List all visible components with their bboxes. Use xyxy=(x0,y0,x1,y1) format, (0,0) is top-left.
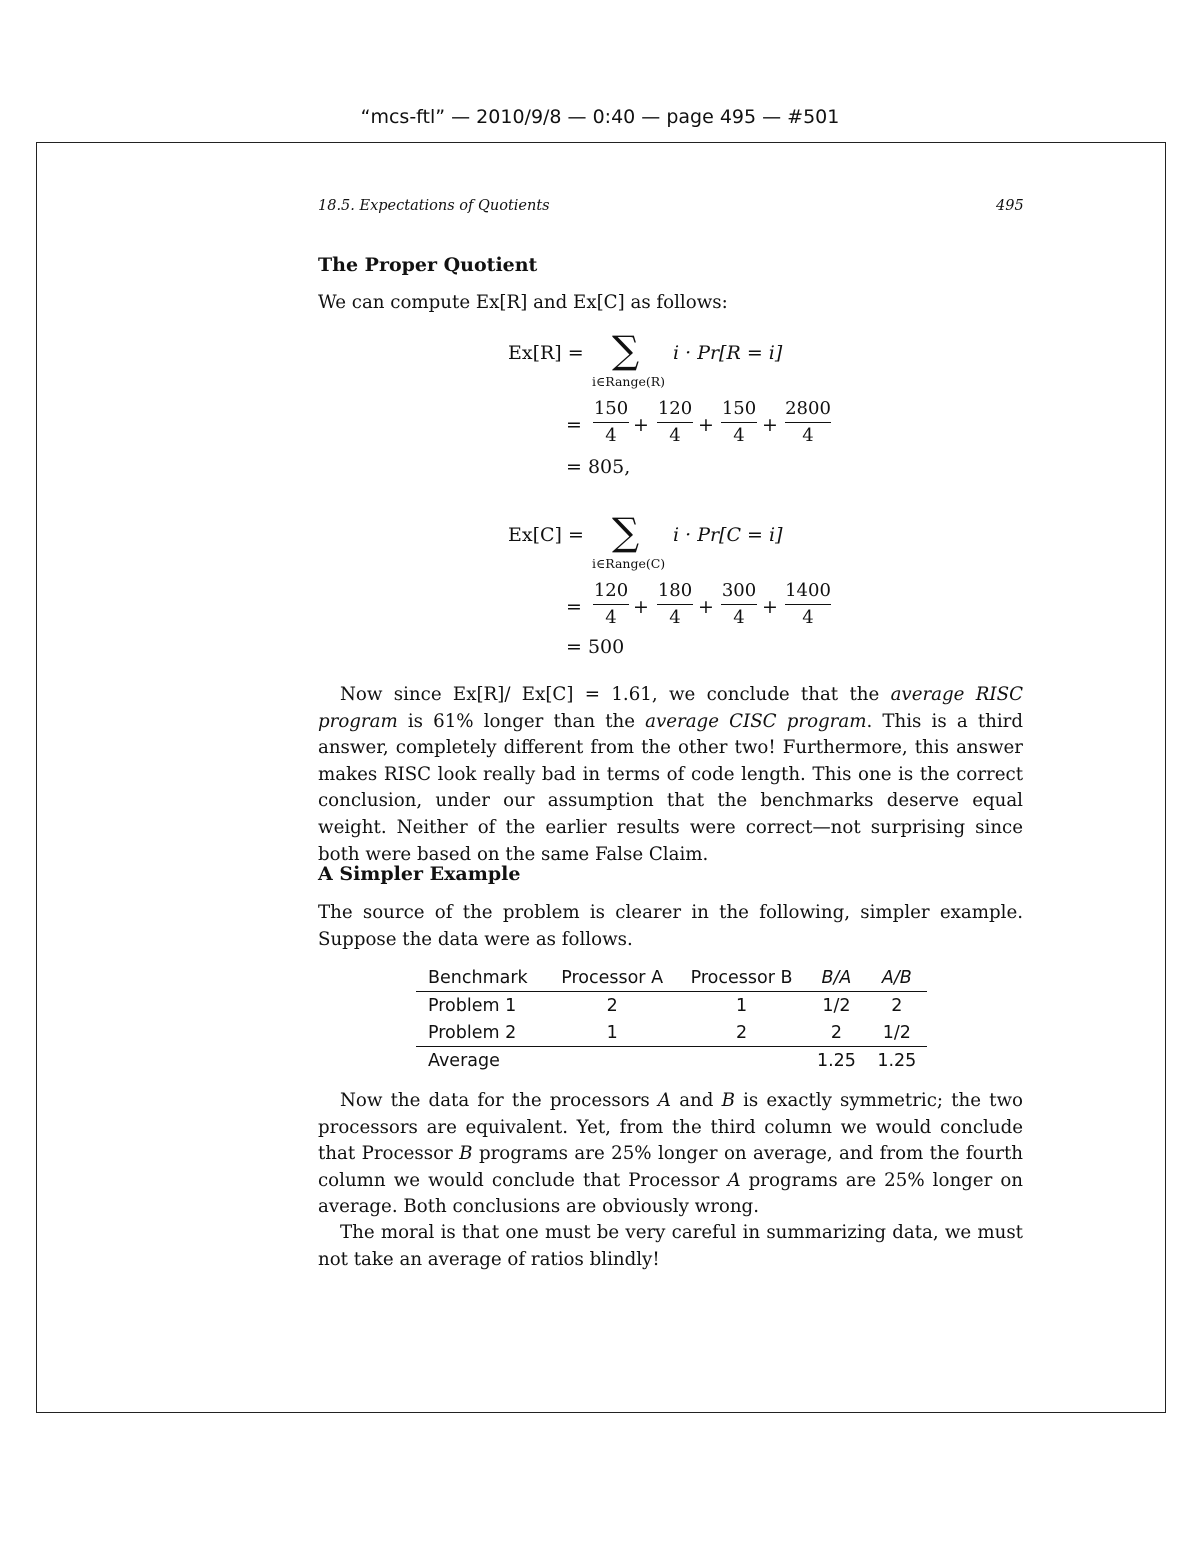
numerator: 300 xyxy=(721,580,757,601)
p1-emph-risc: average RISC program xyxy=(318,684,1023,732)
table-header-row xyxy=(416,964,927,992)
table-cell: Problem 1 xyxy=(428,995,517,1016)
eq-r-plus-1: + xyxy=(633,414,649,436)
table-header-cell: Processor B xyxy=(677,964,806,992)
p1-text-a: Now since Ex[R]/ Ex[C] = 1.61, we conclude that the xyxy=(340,684,891,705)
table-row xyxy=(416,1019,927,1047)
table-header-cell: B/A xyxy=(806,964,866,992)
table-cell: Problem 2 xyxy=(416,1019,547,1047)
paragraph-simpler-intro: The source of the problem is clearer in the following, simpler example. Suppose the data were as follows. xyxy=(318,902,1023,950)
p2-text-e: is exactly symmetric; the two processors are equivalent. Yet, from the third column we would conclude that Processor xyxy=(318,1090,1023,1165)
numerator: 1400 xyxy=(785,580,831,601)
denominator: 4 xyxy=(657,604,693,629)
p1-text-c: is 61% longer than the xyxy=(397,710,646,732)
table-footer-row xyxy=(416,1047,927,1075)
table-cell: 1.25 xyxy=(877,1050,917,1071)
eq-c-frac-4 xyxy=(785,580,831,629)
numerator: 150 xyxy=(593,398,629,419)
eq-c-equals: = xyxy=(566,596,582,618)
table-cell: 2 xyxy=(806,1019,866,1047)
table-header-cell: A/B xyxy=(867,964,927,992)
p2-text-c: and xyxy=(671,1090,722,1111)
p1-text-e: . This is a third answer, completely different from the other two! Furthermore, this answer makes RISC look really bad in terms of code length. This one is the correct conclusion, under our assumption that the benchmarks deserve equal weight. Neither of the earlier results were correct—not surprising since both were based on the same False Claim. xyxy=(318,710,1023,865)
p2-text-g: programs are 25% longer on average, and from the fourth column we would conclude that Processor xyxy=(318,1143,1023,1191)
p2-text-i: programs are 25% longer on average. Both conclusions are obviously wrong. xyxy=(318,1169,1024,1218)
eq-c-result: = 500 xyxy=(566,636,625,658)
table-cell xyxy=(677,1047,806,1075)
eq-r-frac-4 xyxy=(785,398,831,447)
eq-r-term: i · Pr[R = i] xyxy=(673,342,783,364)
eq-c-sum-sign: ∑ xyxy=(612,510,640,554)
table-cell: 1 xyxy=(735,995,748,1016)
eq-r-frac-2 xyxy=(657,398,693,447)
eq-r-frac-1 xyxy=(593,398,629,447)
table-cell: Average xyxy=(428,1050,500,1071)
page-header: “mcs-ftl” — 2010/9/8 — 0:40 — page 495 — #501 xyxy=(360,106,840,128)
eq-r-lhs: Ex[R] = xyxy=(508,342,584,364)
table-cell: 2 xyxy=(891,995,903,1016)
section-title-proper-quotient: The Proper Quotient xyxy=(318,254,538,276)
table-header-cell: Processor A xyxy=(547,964,676,992)
paragraph-conclusion xyxy=(318,682,1023,868)
eq-r-sum-subscript: i∈Range(R) xyxy=(592,374,666,389)
table-cell: 2 xyxy=(606,995,618,1016)
page-number: 495 xyxy=(996,198,1024,214)
eq-r-plus-2: + xyxy=(698,414,714,436)
eq-r-plus-3: + xyxy=(762,414,778,436)
benchmark-table xyxy=(416,964,927,1074)
table-row xyxy=(416,992,927,1020)
eq-c-plus-1: + xyxy=(633,596,649,618)
eq-c-plus-2: + xyxy=(698,596,714,618)
eq-c-lhs: Ex[C] = xyxy=(508,524,584,546)
eq-r-frac-3 xyxy=(721,398,757,447)
eq-c-plus-3: + xyxy=(762,596,778,618)
p2-var-b: B xyxy=(721,1090,735,1111)
numerator: 2800 xyxy=(785,398,831,419)
eq-c-frac-2 xyxy=(657,580,693,629)
p2-var-a2: A xyxy=(727,1169,741,1191)
intro-text: We can compute Ex[R] and Ex[C] as follows: xyxy=(318,292,728,313)
table-header-cell: Benchmark xyxy=(416,964,547,992)
table-cell: 1 xyxy=(547,1019,676,1047)
denominator: 4 xyxy=(721,604,757,629)
denominator: 4 xyxy=(721,422,757,447)
denominator: 4 xyxy=(785,604,831,629)
section-title-simpler-example: A Simpler Example xyxy=(318,863,521,885)
running-head: 18.5. Expectations of Quotients xyxy=(318,198,550,214)
p2-var-a: A xyxy=(657,1090,672,1111)
table-cell: 1/2 xyxy=(867,1019,927,1047)
p1-emph-cisc: average CISC program xyxy=(645,710,867,732)
table-cell xyxy=(547,1047,676,1075)
denominator: 4 xyxy=(785,422,831,447)
table-cell: 2 xyxy=(677,1019,806,1047)
p2-text-a: Now the data for the processors xyxy=(340,1090,658,1111)
eq-c-frac-1 xyxy=(593,580,629,629)
paragraph-moral: The moral is that one must be very careful in summarizing data, we must not take an average of ratios blindly! xyxy=(318,1222,1023,1270)
denominator: 4 xyxy=(593,422,629,447)
numerator: 150 xyxy=(721,398,757,419)
eq-r-sum-sign: ∑ xyxy=(612,328,640,372)
numerator: 120 xyxy=(593,580,629,601)
numerator: 120 xyxy=(657,398,693,419)
eq-c-term: i · Pr[C = i] xyxy=(673,524,783,546)
paragraph-symmetric xyxy=(318,1088,1023,1221)
numerator: 180 xyxy=(657,580,693,601)
table-cell: 1.25 xyxy=(816,1050,856,1071)
p2-var-b2: B xyxy=(459,1143,473,1165)
denominator: 4 xyxy=(657,422,693,447)
eq-c-frac-3 xyxy=(721,580,757,629)
table-cell: 1/2 xyxy=(822,995,851,1016)
denominator: 4 xyxy=(593,604,629,629)
eq-c-sum-subscript: i∈Range(C) xyxy=(592,556,666,571)
eq-r-equals: = xyxy=(566,414,582,436)
eq-r-result: = 805, xyxy=(566,456,631,478)
